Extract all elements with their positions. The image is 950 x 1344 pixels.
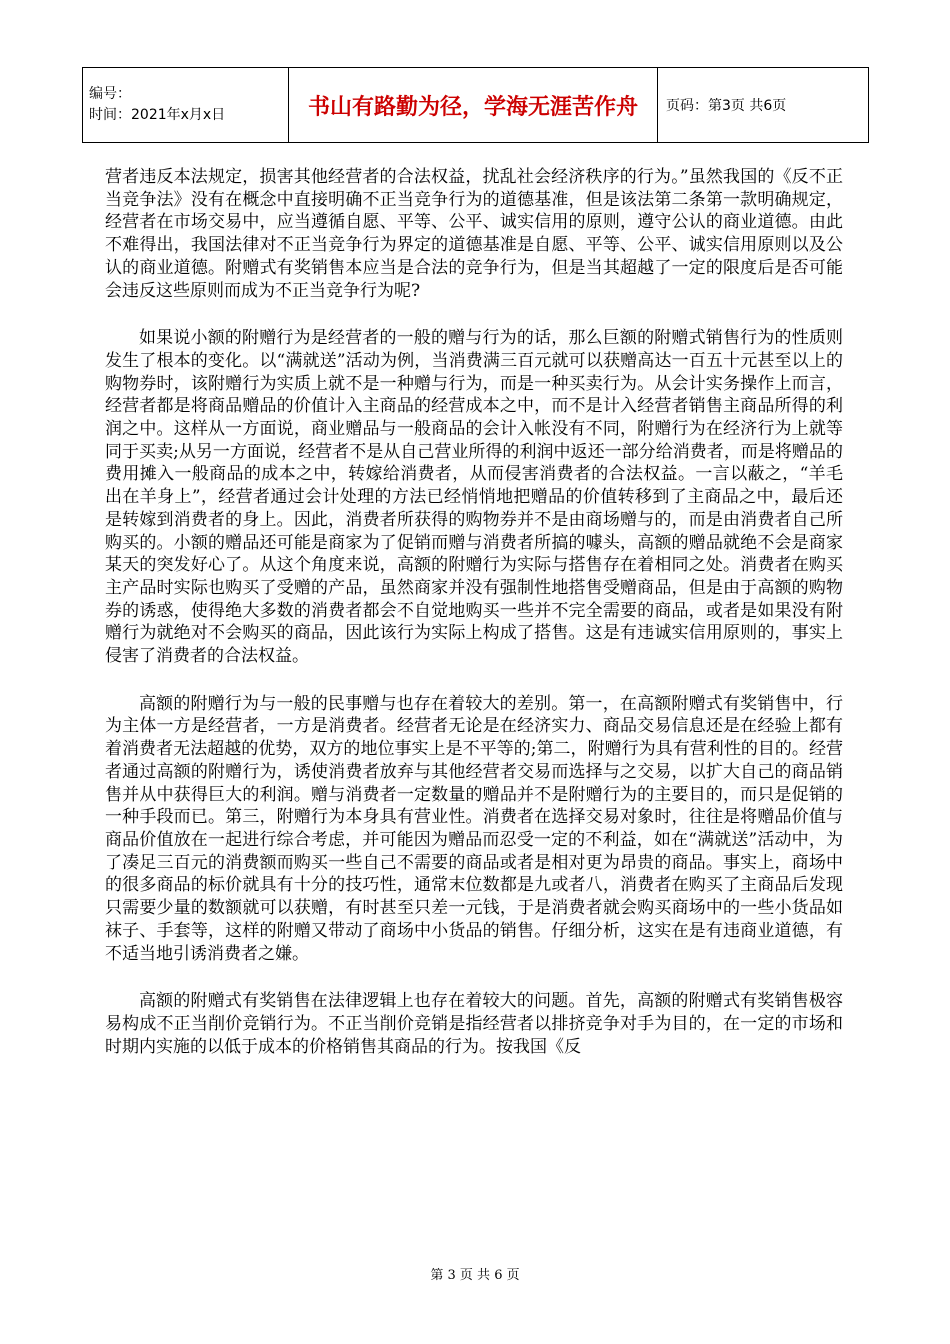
page-footer: 第 3 页 共 6 页 <box>430 1268 520 1283</box>
document-body <box>105 166 843 1083</box>
header-page-info: 页码：第3页 共6页 <box>658 68 869 143</box>
header-motto: 书山有路勤为径，学海无涯苦作舟 <box>289 68 658 143</box>
paragraph-1: 营者违反本法规定，损害其他经营者的合法权益，扰乱社会经济秩序的行为。”虽然我国的《反不正当竞争法》没有在概念中直接明确不正当竞争行为的道德基准，但是该法第二条第一款明确规定，经营者在市场交易中，应当遵循自愿、平等、公平、诚实信用的原则，遵守公认的商业道德。由此不难得出，我国法律对不正当竞争行为界定的道德基准是自愿、平等、公平、诚实信用原则以及公认的商业道德。附赠式有奖销售本应当是合法的竞争行为，但是当其超越了一定的限度后是否可能会违反这些原则而成为不正当竞争行为呢? <box>105 167 843 301</box>
paragraph-3: 高额的附赠行为与一般的民事赠与也存在着较大的差别。第一，在高额附赠式有奖销售中，行为主体一方是经营者，一方是消费者。经营者无论是在经济实力、商品交易信息还是在经验上都有着消费者无法超越的优势，双方的地位事实上是不平等的;第二，附赠行为具有营利性的目的。经营者通过高额的附赠行为，诱使消费者放弃与其他经营者交易而选择与之交易，以扩大自己的商品销售并从中获得巨大的利润。赠与消费者一定数量的赠品并不是附赠行为的主要目的，而只是促销的一种手段而已。第三，附赠行为本身具有营业性。消费者在选择交易对象时，往往是将赠品价值与商品价值放在一起进行综合考虑，并可能因为赠品而忍受一定的不利益，如在“满就送”活动中，为了凑足三百元的消费额而购买一些自己不需要的商品或者是相对更为昂贵的商品。事实上，商场中的很多商品的标价就具有十分的技巧性，通常末位数都是九或者八，消费者在购买了主商品后发现只需要少量的数额就可以获赠，有时甚至只差一元钱，于是消费者就会购买商场中的一些小货品如袜子、手套等，这样的附赠又带动了商场中小货品的销售。仔细分析，这实在是有违商业道德，有不适当地引诱消费者之嫌。 <box>105 693 843 964</box>
header-left-cell <box>83 68 289 143</box>
paragraph-2: 如果说小额的附赠行为是经营者的一般的赠与行为的话，那么巨额的附赠式销售行为的性质则发生了根本的变化。以“满就送”活动为例，当消费满三百元就可以获赠高达一百五十元甚至以上的购物券时，该附赠行为实质上就不是一种赠与行为，而是一种买卖行为。从会计实务操作上而言，经营者都是将商品赠品的价值计入主商品的经营成本之中，而不是计入经营者销售主商品所得的利润之中。这样从一方面说，商业赠品与一般商品的会计入帐没有不同，附赠行为在经济行为上就等同于买卖;从另一方面说，经营者不是从自己营业所得的利润中返还一部分给消费者，而是将赠品的费用摊入一般商品的成本之中，转嫁给消费者，从而侵害消费者的合法权益。一言以蔽之，“羊毛出在羊身上”，经营者通过会计处理的方法已经悄悄地把赠品的价值转移到了主商品之中，最后还是转嫁到消费者的身上。因此，消费者所获得的购物券并不是由商场赠与的，而是由消费者自己所购买的。小额的赠品还可能是商家为了促销而赠与消费者所搞的噱头，高额的赠品就绝不会是商家某天的突发好心了。从这个角度来说，高额的附赠行为实际与搭售存在着相同之处。消费者在购买主产品时实际也购买了受赠的产品，虽然商家并没有强制性地搭售受赠商品，但是由于高额的购物券的诱惑，使得绝大多数的消费者都会不自觉地购买一些并不完全需要的商品，或者是如果没有附赠行为就绝对不会购买的商品，因此该行为实际上构成了搭售。这是有违诚实信用原则的，事实上侵害了消费者的合法权益。 <box>105 328 843 667</box>
paragraph-4: 高额的附赠式有奖销售在法律逻辑上也存在着较大的问题。首先，高额的附赠式有奖销售极容易构成不正当削价竞销行为。不正当削价竞销是指经营者以排挤竞争对手为目的，在一定的市场和时期内实施的以低于成本的价格销售其商品的行为。按我国《反 <box>105 991 843 1057</box>
header-table <box>82 67 869 143</box>
document-time-label: 时间：2021年x月x日 <box>89 107 226 123</box>
document-number-label: 编号： <box>89 86 131 102</box>
